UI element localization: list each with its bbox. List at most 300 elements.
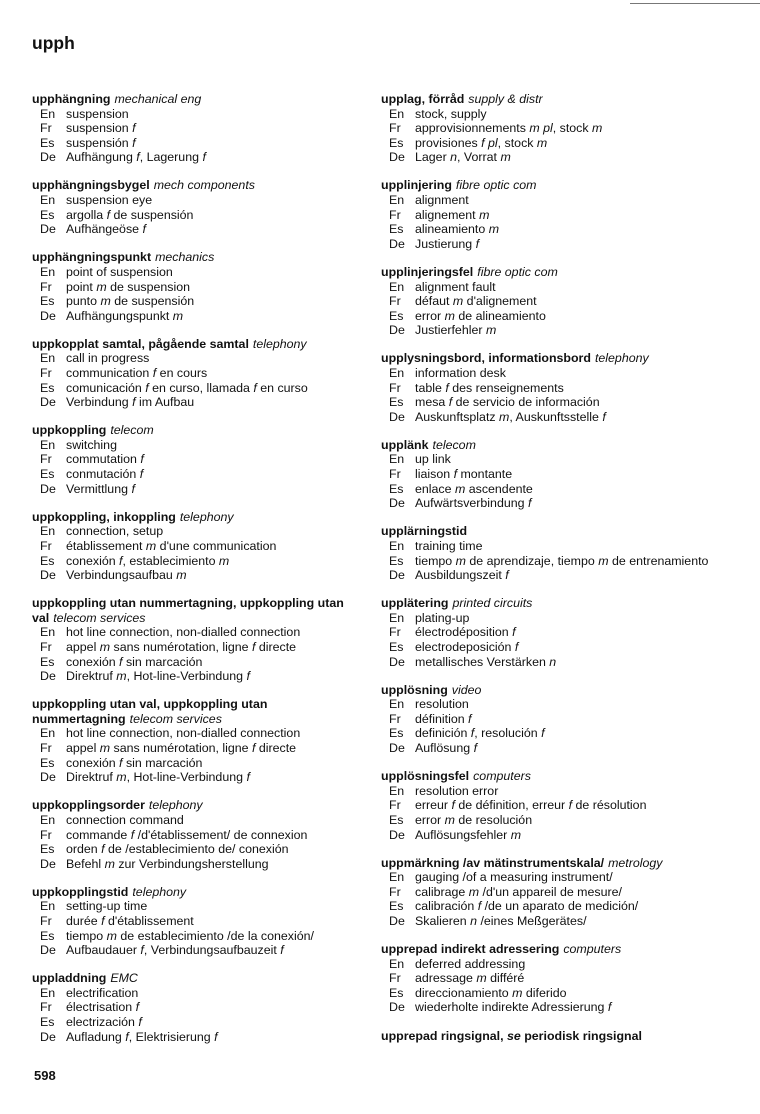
translation-line — [32, 222, 382, 237]
translation-line — [381, 885, 753, 900]
top-rule — [630, 3, 760, 4]
translation-text: orden f de /establecimiento de/ conexión — [66, 842, 289, 857]
translation-line — [381, 1000, 753, 1015]
translation-text: Direktruf m, Hot-line-Verbindung f — [66, 669, 250, 684]
grammar-marker: m — [116, 669, 127, 684]
translation-line — [32, 150, 382, 165]
translation-line — [32, 828, 382, 843]
translation-text: punto m de suspensión — [66, 294, 195, 309]
language-code: En — [40, 985, 56, 1000]
grammar-marker: m — [452, 294, 464, 309]
translation-text: Lager n, Vorrat m — [415, 150, 511, 165]
grammar-marker: n — [450, 150, 458, 165]
translation-line — [381, 150, 753, 165]
dictionary-entry — [381, 769, 753, 842]
translation-line — [381, 294, 753, 309]
translation-line — [32, 107, 382, 122]
language-code: En — [389, 452, 405, 467]
language-code: En — [40, 625, 56, 640]
language-code: Fr — [389, 467, 401, 482]
dictionary-entry — [381, 265, 753, 338]
grammar-marker: f — [602, 409, 606, 424]
language-code: Es — [40, 467, 55, 482]
translation-text: Befehl m zur Verbindungsherstellung — [66, 856, 269, 871]
language-code: En — [40, 899, 56, 914]
translation-line — [32, 208, 382, 223]
translation-text: gauging /of a measuring instrument/ — [415, 870, 613, 885]
language-code: Fr — [40, 452, 52, 467]
language-code: Es — [40, 755, 55, 770]
grammar-marker: f — [140, 943, 144, 958]
grammar-marker: f — [101, 914, 105, 928]
grammar-marker: f — [568, 798, 573, 813]
entry-headline — [381, 92, 753, 107]
translation-line — [32, 770, 382, 785]
language-code: En — [40, 524, 56, 539]
language-code: De — [40, 1029, 56, 1044]
translation-line — [32, 121, 382, 136]
translation-text: Auskunftsplatz m, Auskunftsstelle f — [415, 409, 606, 424]
translation-text: conexión f, establecimiento m — [66, 553, 230, 568]
language-code: De — [40, 150, 56, 165]
language-code: De — [40, 481, 56, 496]
language-code: En — [40, 264, 56, 279]
dictionary-entry — [32, 596, 382, 684]
translation-line — [32, 756, 382, 771]
grammar-marker: f — [453, 467, 458, 482]
entry-headline — [381, 524, 753, 539]
translation-line — [32, 438, 382, 453]
grammar-marker: m — [455, 553, 466, 568]
grammar-marker: m — [485, 323, 497, 338]
language-code: De — [40, 669, 56, 684]
headword: uppkoppling, inkoppling — [32, 509, 176, 524]
translation-text: alignement m — [415, 207, 490, 222]
grammar-marker: m — [96, 279, 107, 294]
translation-text: définition f — [415, 711, 472, 726]
translation-line — [381, 611, 753, 626]
translation-line — [32, 741, 382, 756]
language-code: Fr — [389, 207, 401, 222]
language-code: En — [389, 366, 405, 380]
translation-text: connection command — [66, 812, 184, 827]
dictionary-entry — [381, 524, 753, 582]
subject-domain: video — [451, 682, 482, 697]
subject-domain: telecom — [110, 423, 154, 438]
grammar-marker: m — [499, 409, 510, 424]
grammar-marker: m — [500, 150, 511, 165]
headword: upplänk — [381, 437, 429, 452]
subject-domain: mechanical eng — [114, 92, 202, 106]
translation-line — [381, 813, 753, 828]
translation-text: error m de alineamiento — [415, 308, 546, 323]
language-code: En — [389, 279, 405, 294]
translation-line — [32, 395, 382, 410]
translation-text: alineamiento m — [415, 222, 500, 237]
subject-domain: telephony — [148, 798, 203, 813]
language-code: En — [389, 956, 405, 971]
grammar-marker: f — [527, 496, 532, 511]
translation-line — [32, 568, 382, 583]
translation-text: electrification — [66, 985, 139, 1000]
grammar-marker: f — [448, 395, 453, 410]
translation-line — [381, 899, 753, 914]
grammar-marker: m — [100, 294, 111, 309]
entry-headline — [381, 856, 753, 871]
language-code: De — [389, 496, 405, 511]
grammar-marker: f — [445, 380, 449, 395]
dictionary-entry — [32, 885, 382, 958]
translation-line — [381, 410, 753, 425]
entry-headline — [32, 971, 382, 986]
headword: upplysningsbord, informationsbord — [381, 351, 591, 366]
translation-text: direccionamiento m diferido — [415, 985, 567, 1000]
headword: uppkopplingsorder — [32, 798, 145, 813]
grammar-marker: m — [176, 568, 187, 583]
grammar-marker: f — [136, 150, 140, 165]
language-code: Fr — [389, 798, 401, 813]
grammar-marker: m pl — [529, 121, 553, 136]
headword: uppladdning — [32, 971, 107, 986]
translation-line — [32, 1030, 382, 1045]
translation-text: wiederholte indirekte Adressierung f — [415, 1000, 612, 1015]
grammar-marker: f — [214, 1029, 218, 1044]
language-code: Fr — [389, 625, 401, 640]
grammar-marker: m — [444, 308, 455, 323]
translation-line — [381, 539, 753, 554]
translation-text: alignment fault — [415, 279, 496, 294]
entry-headline — [381, 178, 753, 193]
grammar-marker: f — [139, 467, 144, 482]
translation-text: Ausbildungszeit f — [415, 568, 509, 583]
translation-text: durée f d'établissement — [66, 914, 194, 928]
translation-line — [381, 828, 753, 843]
translation-line — [381, 136, 753, 151]
translation-line — [381, 193, 753, 208]
language-code: De — [389, 1000, 405, 1015]
translation-line — [381, 237, 753, 252]
grammar-marker: m — [99, 640, 111, 654]
dictionary-entry — [381, 596, 753, 669]
grammar-marker: f — [607, 1000, 612, 1015]
language-code: De — [389, 236, 405, 251]
translation-line — [381, 395, 753, 410]
translation-line — [381, 568, 753, 583]
subject-domain: metrology — [608, 855, 663, 870]
translation-line — [381, 208, 753, 223]
grammar-marker: f — [202, 150, 206, 165]
entry-headline — [381, 683, 753, 698]
translation-text: Justierung f — [415, 236, 480, 251]
language-code: Fr — [389, 884, 401, 899]
translation-text: resolution error — [415, 783, 499, 798]
entry-headline — [381, 942, 753, 957]
entry-headline — [32, 250, 382, 265]
translation-line — [32, 452, 382, 467]
translation-text: conexión f sin marcación — [66, 654, 203, 669]
grammar-marker: f — [280, 943, 284, 958]
translation-line — [32, 669, 382, 684]
language-code: Fr — [40, 121, 52, 136]
language-code: Fr — [389, 380, 401, 395]
language-code: Fr — [40, 538, 52, 553]
grammar-marker: n — [470, 914, 478, 928]
grammar-marker: f — [119, 553, 123, 568]
dictionary-entry — [32, 798, 382, 871]
translation-text: calibrage m /d'un appareil de mesure/ — [415, 884, 622, 899]
headword: uppkopplat samtal, pågående samtal — [32, 336, 249, 351]
translation-line — [381, 914, 753, 929]
translation-line — [381, 323, 753, 338]
translation-line — [32, 265, 382, 280]
translation-line — [32, 943, 382, 958]
grammar-marker: f — [505, 568, 509, 583]
translation-text: electrodeposición f — [415, 640, 519, 654]
language-code: Es — [389, 985, 404, 1000]
translation-line — [381, 957, 753, 972]
translation-text: alignment — [415, 193, 469, 208]
language-code: De — [40, 770, 56, 785]
page-header: upph — [32, 33, 75, 53]
language-code: De — [389, 409, 405, 424]
translation-line — [381, 712, 753, 727]
language-code: De — [40, 222, 56, 237]
translation-line — [381, 222, 753, 237]
grammar-marker: m — [218, 553, 230, 568]
translation-text: argolla f de suspensión — [66, 207, 194, 222]
translation-text: stock, supply — [415, 106, 487, 121]
language-code: Fr — [40, 914, 52, 928]
translation-line — [381, 280, 753, 295]
grammar-marker: f — [512, 625, 516, 640]
translation-line — [381, 121, 753, 136]
grammar-marker: f — [138, 1015, 142, 1030]
grammar-marker: f — [251, 640, 256, 654]
subject-domain: computers — [563, 942, 622, 957]
subject-domain: supply & distr — [468, 92, 543, 106]
language-code: Es — [389, 640, 404, 654]
translation-text: Aufladung f, Elektrisierung f — [66, 1029, 218, 1044]
headword: upphängningspunkt — [32, 250, 152, 265]
language-code: En — [40, 726, 56, 741]
translation-line — [381, 655, 753, 670]
translation-text: erreur f de définition, erreur f de résolution — [415, 798, 647, 813]
translation-line — [381, 726, 753, 741]
translation-text: Auflösung f — [415, 741, 478, 756]
translation-line — [32, 280, 382, 295]
language-code: Fr — [40, 366, 52, 380]
translation-line — [381, 107, 753, 122]
language-code: Es — [40, 654, 55, 669]
column-left — [32, 92, 382, 1058]
subject-domain: telephony — [132, 884, 187, 899]
grammar-marker: f — [473, 741, 478, 756]
translation-text: hot line connection, non-dialled connection — [66, 726, 301, 741]
translation-line — [32, 294, 382, 309]
translation-text: calibración f /de un aparato de medición/ — [415, 899, 639, 914]
grammar-marker: m — [512, 985, 523, 1000]
translation-text: deferred addressing — [415, 956, 526, 971]
translation-line — [381, 452, 753, 467]
translation-text: connection, setup — [66, 524, 164, 539]
translation-text: Auflösungsfehler m — [415, 827, 522, 842]
language-code: En — [389, 193, 405, 208]
translation-text: Verbindungsaufbau m — [66, 568, 187, 583]
translation-text: call in progress — [66, 351, 150, 366]
translation-text: tiempo m de aprendizaje, tiempo m de entrenamiento — [415, 553, 709, 568]
language-code: De — [389, 827, 405, 842]
subject-domain: computers — [473, 769, 531, 784]
translation-text: Aufhängeöse f — [66, 222, 146, 237]
translation-line — [381, 381, 753, 396]
translation-text: table f des renseignements — [415, 380, 564, 395]
language-code: En — [389, 870, 405, 885]
grammar-marker: f — [135, 1000, 140, 1015]
translation-line — [381, 467, 753, 482]
subject-domain: printed circuits — [452, 596, 533, 611]
language-code: En — [40, 812, 56, 827]
translation-line — [381, 366, 753, 381]
dictionary-entry — [32, 423, 382, 496]
grammar-marker: m — [510, 827, 522, 842]
dictionary-entry — [32, 697, 382, 785]
grammar-marker: f — [470, 726, 475, 741]
entry-headline — [32, 885, 382, 900]
translation-text: point m de suspension — [66, 279, 190, 294]
translation-text: metallisches Verstärken n — [415, 654, 557, 669]
grammar-marker: f — [119, 755, 123, 770]
language-code: En — [40, 351, 56, 366]
translation-line — [381, 496, 753, 511]
translation-text: tiempo m de establecimiento /de la conexión/ — [66, 928, 314, 943]
dictionary-entry — [381, 438, 753, 511]
translation-text: switching — [66, 437, 117, 452]
subject-domain: telephony — [252, 336, 307, 351]
column-right — [381, 92, 753, 1057]
translation-line — [32, 539, 382, 554]
grammar-marker: f — [475, 236, 480, 251]
translation-line — [32, 467, 382, 482]
subject-domain: telephony — [594, 351, 649, 366]
translation-line — [381, 741, 753, 756]
grammar-marker: m — [99, 741, 111, 756]
translation-line — [381, 986, 753, 1001]
grammar-marker: m — [172, 308, 184, 323]
headword: upplinjeringsfel — [381, 264, 474, 279]
language-code: Fr — [40, 1000, 52, 1015]
language-code: De — [389, 654, 405, 669]
subject-domain: mech components — [153, 178, 255, 193]
grammar-marker: m — [444, 812, 455, 827]
language-code: De — [40, 856, 56, 871]
language-code: Es — [40, 207, 55, 222]
translation-text: commutation f — [66, 452, 144, 467]
grammar-marker: n — [549, 654, 557, 669]
translation-text: Aufwärtsverbindung f — [415, 496, 532, 511]
grammar-marker: f — [130, 827, 135, 842]
translation-text: appel m sans numérotation, ligne f directe — [66, 741, 297, 756]
language-code: Es — [389, 222, 404, 237]
translation-line — [381, 971, 753, 986]
subject-domain: fibre optic com — [477, 264, 558, 279]
language-code: Es — [389, 481, 404, 496]
grammar-marker: f — [132, 135, 136, 150]
translation-line — [32, 351, 382, 366]
translation-text: provisiones f pl, stock m — [415, 135, 548, 150]
translation-text: électrodéposition f — [415, 625, 516, 640]
translation-text: Aufhängung f, Lagerung f — [66, 150, 206, 165]
translation-line — [32, 842, 382, 857]
translation-text: adressage m différé — [415, 971, 525, 986]
translation-text: établissement m d'une communication — [66, 538, 277, 553]
grammar-marker: m — [145, 538, 157, 553]
grammar-marker: f — [514, 640, 519, 654]
entry-headline — [32, 337, 382, 352]
translation-text: enlace m ascendente — [415, 481, 533, 496]
grammar-marker: f — [132, 395, 136, 410]
translation-line — [32, 640, 382, 655]
language-code: Es — [389, 726, 404, 741]
grammar-marker: f — [142, 222, 146, 237]
language-code: Fr — [40, 827, 52, 842]
translation-text: communication f en cours — [66, 366, 208, 380]
grammar-marker: f — [246, 770, 250, 785]
grammar-marker: f — [246, 669, 250, 684]
entry-headline — [32, 697, 382, 726]
dictionary-entry — [32, 92, 382, 165]
translation-line — [32, 929, 382, 944]
grammar-marker: m — [468, 884, 480, 899]
language-code: Es — [40, 928, 55, 943]
language-code: Es — [40, 842, 55, 857]
translation-text: Justierfehler m — [415, 323, 497, 338]
language-code: Es — [40, 135, 55, 150]
headword: upprepad ringsignal, se periodisk ringsignal — [381, 1028, 642, 1043]
translation-line — [32, 554, 382, 569]
entry-headline — [381, 596, 753, 611]
translation-text: Skalieren n /eines Meßgerätes/ — [415, 914, 587, 928]
translation-line — [32, 857, 382, 872]
entry-headline — [381, 265, 753, 280]
translation-text: liaison f montante — [415, 467, 513, 482]
language-code: Es — [40, 294, 55, 309]
translation-line — [381, 697, 753, 712]
language-code: Es — [389, 135, 404, 150]
subject-domain: telecom services — [129, 711, 222, 726]
language-code: Fr — [389, 971, 401, 986]
headword: upphängning — [32, 92, 111, 106]
translation-line — [381, 870, 753, 885]
translation-text: point of suspension — [66, 264, 173, 279]
dictionary-entry — [32, 971, 382, 1044]
grammar-marker: f — [145, 380, 149, 395]
language-code: De — [40, 395, 56, 410]
grammar-marker: f — [125, 1029, 129, 1044]
translation-text: up link — [415, 452, 451, 467]
grammar-marker: f — [251, 741, 256, 756]
translation-line — [381, 482, 753, 497]
translation-line — [32, 1000, 382, 1015]
translation-text: conexión f sin marcación — [66, 755, 203, 770]
grammar-marker: f — [131, 481, 135, 496]
dictionary-entry — [381, 683, 753, 756]
headword: upplärningstid — [381, 524, 468, 539]
translation-text: électrisation f — [66, 1000, 140, 1015]
language-code: De — [389, 741, 405, 756]
language-code: Fr — [40, 741, 52, 756]
translation-line — [32, 813, 382, 828]
language-code: De — [40, 568, 56, 583]
